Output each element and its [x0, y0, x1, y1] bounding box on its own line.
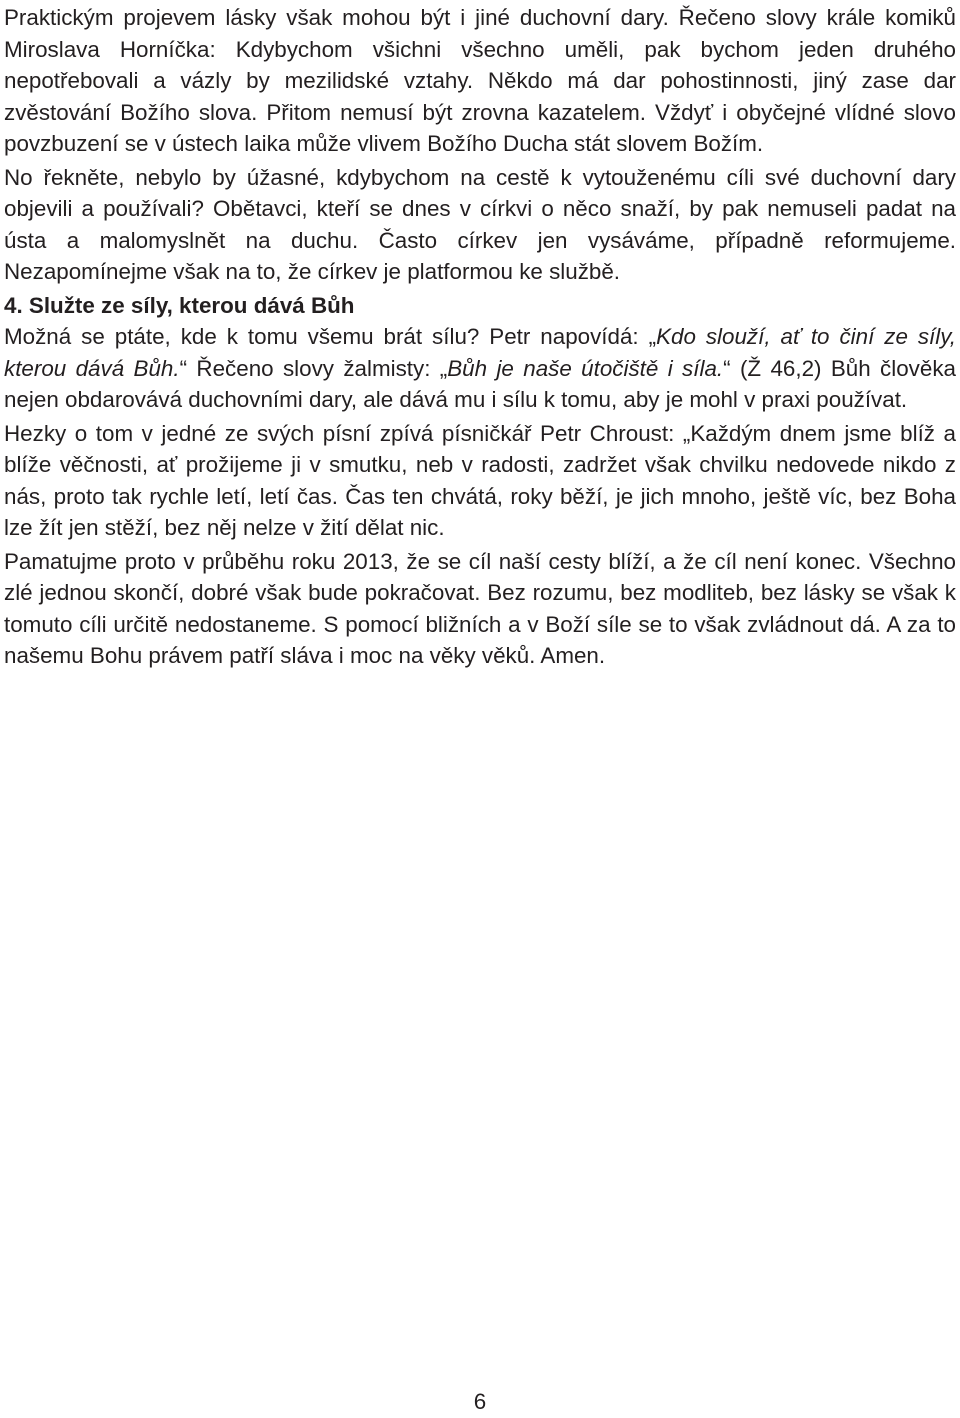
document-page — [4, 2, 956, 672]
quote-psalmist: Bůh je naše útočiště i síla. — [447, 355, 724, 381]
paragraph-strength-from-god — [4, 321, 956, 416]
paragraph-song-quote: Hezky o tom v jedné ze svých písní zpívá písničkář Petr Chroust: „Každým dnem jsme blíž a blíže věčnosti, ať prožijeme ji v smutku, neb v radosti, zadržet však chvilku nedovede nikdo z nás, proto tak rychle letí, letí čas. Čas ten chvátá, roky běží, je jich mnoho, ještě víc, bez Boha lze žít jen stěží, bez něj nelze v žití dělat nic. — [4, 420, 956, 540]
text-segment: “ Řečeno slovy žalmisty: „ — [179, 355, 448, 381]
paragraph-spiritual-gifts: Praktickým projevem lásky však mohou být i jiné duchovní dary. Řečeno slovy krále komiků Miroslava Horníčka: Kdybychom všichni všechno uměli, pak bychom jeden druhého nepotřebovali a vázly by mezilidské vztahy. Někdo má dar pohostinnosti, jiný zase dar zvěstování Božího slova. Přitom nemusí být zrovna kazatelem. Vždyť i obyčejné vlídné slovo povzbuzení se v ústech laika může vlivem Božího Ducha stát slovem Božím. — [4, 5, 956, 156]
text-segment: “ (Ž 46,2) Bůh člověka nejen obdarovává duchovními dary, ale dává mu i sílu k tomu, aby je mohl v praxi používat. — [4, 355, 956, 412]
text-segment: Možná se ptáte, kde k tomu všemu brát sílu? Petr napovídá: „ — [4, 324, 657, 349]
section-heading: 4. Služte ze síly, kterou dává Bůh — [4, 292, 355, 318]
paragraph-conclusion: Pamatujme proto v průběhu roku 2013, že se cíl naší cesty blíží, a že cíl není konec. Všechno zlé jednou skončí, dobré však bude pokračovat. Bez rozumu, bez modliteb, bez lásky se však k tomuto cíli určitě nedostaneme. S pomocí bližních a v Boží síle se to však zvládnout dá. A za to našemu Bohu právem patří sláva i moc na věky věků. Amen. — [4, 548, 956, 668]
quote-peter: Kdo slouží, ať to činí ze síly, kterou dává Bůh. — [4, 324, 956, 381]
paragraph-church-service: No řekněte, nebylo by úžasné, kdybychom na cestě k vytouženému cíli své duchovní dary objevili a používali? Obětavci, kteří se dnes v církvi o něco snaží, by pak nemuseli padat na ústa a malomyslnět na duchu. Často církev jen vysáváme, případně reformujeme. Nezapomínejme však na to, že církev je platformou ke službě. — [4, 164, 956, 284]
page-number: 6 — [473, 1389, 487, 1414]
